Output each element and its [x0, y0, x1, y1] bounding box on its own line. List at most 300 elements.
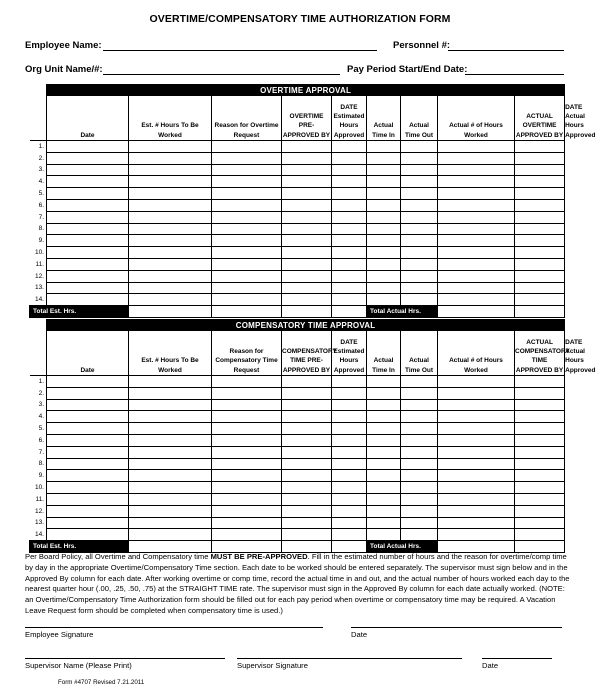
- table-cell[interactable]: [367, 199, 401, 211]
- table-cell[interactable]: [332, 434, 367, 446]
- table-cell[interactable]: [282, 458, 332, 470]
- table-cell[interactable]: [367, 247, 401, 259]
- table-cell[interactable]: [438, 434, 515, 446]
- table-cell[interactable]: [282, 141, 332, 153]
- table-cell[interactable]: [515, 199, 565, 211]
- table-cell[interactable]: [367, 164, 401, 176]
- table-cell[interactable]: [47, 458, 129, 470]
- table-cell[interactable]: [212, 482, 282, 494]
- table-cell[interactable]: [282, 446, 332, 458]
- table-cell[interactable]: [282, 434, 332, 446]
- table-cell[interactable]: [129, 387, 212, 399]
- table-cell[interactable]: [47, 247, 129, 259]
- table-cell[interactable]: [515, 211, 565, 223]
- table-cell[interactable]: [438, 270, 515, 282]
- table-cell[interactable]: [332, 223, 367, 235]
- supervisor-date-label: Date: [482, 661, 499, 670]
- table-cell[interactable]: [47, 517, 129, 529]
- overtime-col-header: Date: [47, 96, 129, 141]
- table-cell[interactable]: [438, 458, 515, 470]
- total-cell[interactable]: [282, 541, 332, 553]
- total-cell[interactable]: [282, 306, 332, 318]
- table-cell[interactable]: [47, 411, 129, 423]
- table-row: [30, 458, 565, 470]
- table-cell[interactable]: [129, 294, 212, 306]
- table-cell[interactable]: [47, 235, 129, 247]
- table-cell[interactable]: [332, 411, 367, 423]
- table-cell[interactable]: [129, 434, 212, 446]
- table-cell[interactable]: [129, 517, 212, 529]
- table-cell[interactable]: [47, 258, 129, 270]
- table-cell[interactable]: [212, 247, 282, 259]
- table-cell[interactable]: [332, 493, 367, 505]
- table-cell[interactable]: [282, 211, 332, 223]
- overtime-approval-table: OVERTIME APPROVAL Date Est. # Hours To Be Worked Reason for Overtime Request OVERTIME PRE-APPROVED BY DATE Estimated Hours Approved Actual Time In Actual Time Out Actual # of Hours Worked ACTUAL OVERTIME APPROVED BY DATE Actual Hours Approved 1. 2. 3. 4. 5. 6. 7. 8. 9. 10. 11. 12. 13. 14. Total Est. Hrs. Total Actual Hrs.: [29, 84, 565, 318]
- table-cell[interactable]: [438, 282, 515, 294]
- table-cell[interactable]: [401, 211, 438, 223]
- table-cell[interactable]: [212, 176, 282, 188]
- table-cell[interactable]: [367, 505, 401, 517]
- table-cell[interactable]: [212, 188, 282, 200]
- table-cell[interactable]: [367, 376, 401, 388]
- table-cell[interactable]: [212, 294, 282, 306]
- table-cell[interactable]: [129, 458, 212, 470]
- table-row: [30, 211, 565, 223]
- row-number: 2.: [30, 152, 47, 164]
- table-cell[interactable]: [282, 164, 332, 176]
- table-cell[interactable]: [129, 282, 212, 294]
- table-cell[interactable]: [515, 294, 565, 306]
- employee-name-field[interactable]: [103, 50, 377, 51]
- table-cell[interactable]: [515, 493, 565, 505]
- table-cell[interactable]: [47, 282, 129, 294]
- table-cell[interactable]: [401, 188, 438, 200]
- table-cell[interactable]: [212, 505, 282, 517]
- table-cell[interactable]: [129, 270, 212, 282]
- table-cell[interactable]: [332, 152, 367, 164]
- table-cell[interactable]: [438, 235, 515, 247]
- table-cell[interactable]: [332, 282, 367, 294]
- table-cell[interactable]: [438, 164, 515, 176]
- table-cell[interactable]: [438, 399, 515, 411]
- table-cell[interactable]: [367, 188, 401, 200]
- table-cell[interactable]: [129, 493, 212, 505]
- table-cell[interactable]: [332, 199, 367, 211]
- table-cell[interactable]: [438, 141, 515, 153]
- table-cell[interactable]: [438, 376, 515, 388]
- table-cell[interactable]: [367, 399, 401, 411]
- form-title: OVERTIME/COMPENSATORY TIME AUTHORIZATION FORM: [149, 13, 451, 25]
- table-cell[interactable]: [47, 387, 129, 399]
- table-cell[interactable]: [129, 176, 212, 188]
- table-cell[interactable]: [515, 387, 565, 399]
- table-cell[interactable]: [129, 211, 212, 223]
- total-cell[interactable]: [515, 541, 565, 553]
- table-cell[interactable]: [129, 470, 212, 482]
- table-cell[interactable]: [129, 141, 212, 153]
- table-cell[interactable]: [367, 152, 401, 164]
- table-cell[interactable]: [515, 434, 565, 446]
- row-number: 5.: [30, 423, 47, 435]
- total-cell[interactable]: [129, 306, 212, 318]
- table-cell[interactable]: [367, 387, 401, 399]
- table-cell[interactable]: [367, 446, 401, 458]
- table-cell[interactable]: [282, 176, 332, 188]
- table-cell[interactable]: [438, 211, 515, 223]
- table-cell[interactable]: [515, 517, 565, 529]
- table-cell[interactable]: [332, 505, 367, 517]
- table-cell[interactable]: [367, 282, 401, 294]
- table-cell[interactable]: [367, 223, 401, 235]
- comp-col-header: COMPENSATORY TIME PRE-APPROVED BY: [282, 331, 332, 376]
- total-cell[interactable]: [212, 306, 282, 318]
- table-cell[interactable]: [515, 176, 565, 188]
- overtime-col-header: Actual # of Hours Worked: [438, 96, 515, 141]
- table-cell[interactable]: [401, 258, 438, 270]
- table-cell[interactable]: [129, 188, 212, 200]
- table-cell[interactable]: [367, 470, 401, 482]
- personnel-field[interactable]: [448, 50, 564, 51]
- table-cell[interactable]: [129, 152, 212, 164]
- table-cell[interactable]: [47, 188, 129, 200]
- table-cell[interactable]: [282, 529, 332, 541]
- table-cell[interactable]: [401, 399, 438, 411]
- table-cell[interactable]: [401, 294, 438, 306]
- table-cell[interactable]: [401, 446, 438, 458]
- table-cell[interactable]: [129, 529, 212, 541]
- table-cell[interactable]: [367, 141, 401, 153]
- table-cell[interactable]: [47, 376, 129, 388]
- table-cell[interactable]: [332, 211, 367, 223]
- table-cell[interactable]: [438, 188, 515, 200]
- table-cell[interactable]: [332, 446, 367, 458]
- table-cell[interactable]: [401, 411, 438, 423]
- row-number: 13.: [30, 517, 47, 529]
- table-cell[interactable]: [47, 176, 129, 188]
- table-cell[interactable]: [282, 517, 332, 529]
- table-cell[interactable]: [401, 223, 438, 235]
- table-cell[interactable]: [212, 517, 282, 529]
- table-cell[interactable]: [332, 258, 367, 270]
- table-cell[interactable]: [129, 482, 212, 494]
- table-cell[interactable]: [212, 529, 282, 541]
- table-cell[interactable]: [401, 164, 438, 176]
- table-cell[interactable]: [438, 470, 515, 482]
- total-cell[interactable]: [515, 306, 565, 318]
- table-cell[interactable]: [47, 270, 129, 282]
- table-cell[interactable]: [438, 387, 515, 399]
- table-cell[interactable]: [282, 258, 332, 270]
- table-cell[interactable]: [515, 270, 565, 282]
- table-cell[interactable]: [515, 529, 565, 541]
- table-cell[interactable]: [515, 411, 565, 423]
- table-cell[interactable]: [282, 411, 332, 423]
- table-cell[interactable]: [515, 482, 565, 494]
- table-cell[interactable]: [438, 294, 515, 306]
- table-cell[interactable]: [129, 235, 212, 247]
- total-cell[interactable]: [332, 541, 367, 553]
- table-cell[interactable]: [438, 247, 515, 259]
- table-cell[interactable]: [438, 199, 515, 211]
- table-cell[interactable]: [401, 482, 438, 494]
- table-cell[interactable]: [515, 505, 565, 517]
- table-cell[interactable]: [47, 294, 129, 306]
- table-cell[interactable]: [129, 258, 212, 270]
- table-cell[interactable]: [332, 376, 367, 388]
- table-cell[interactable]: [332, 164, 367, 176]
- table-cell[interactable]: [401, 282, 438, 294]
- table-cell[interactable]: [332, 399, 367, 411]
- table-cell[interactable]: [367, 270, 401, 282]
- table-cell[interactable]: [282, 470, 332, 482]
- row-number: 4.: [30, 411, 47, 423]
- table-cell[interactable]: [212, 164, 282, 176]
- table-cell[interactable]: [332, 141, 367, 153]
- table-cell[interactable]: [212, 446, 282, 458]
- table-cell[interactable]: [129, 199, 212, 211]
- table-cell[interactable]: [212, 223, 282, 235]
- org-unit-field[interactable]: [103, 74, 340, 75]
- total-cell[interactable]: [438, 306, 515, 318]
- table-cell[interactable]: [438, 505, 515, 517]
- table-cell[interactable]: [367, 294, 401, 306]
- table-cell[interactable]: [212, 235, 282, 247]
- table-cell[interactable]: [401, 199, 438, 211]
- supervisor-name-label: Supervisor Name (Please Print): [25, 661, 132, 670]
- table-cell[interactable]: [212, 270, 282, 282]
- table-cell[interactable]: [332, 529, 367, 541]
- row-number: 7.: [30, 446, 47, 458]
- table-cell[interactable]: [47, 152, 129, 164]
- table-cell[interactable]: [515, 223, 565, 235]
- table-cell[interactable]: [367, 235, 401, 247]
- table-cell[interactable]: [129, 223, 212, 235]
- table-cell[interactable]: [282, 399, 332, 411]
- table-cell[interactable]: [401, 434, 438, 446]
- table-cell[interactable]: [332, 387, 367, 399]
- employee-date-line[interactable]: [351, 627, 562, 628]
- table-cell[interactable]: [47, 164, 129, 176]
- table-cell[interactable]: [282, 482, 332, 494]
- table-cell[interactable]: [367, 434, 401, 446]
- table-cell[interactable]: [515, 458, 565, 470]
- table-cell[interactable]: [282, 188, 332, 200]
- table-cell[interactable]: [212, 423, 282, 435]
- table-cell[interactable]: [212, 141, 282, 153]
- table-cell[interactable]: [515, 188, 565, 200]
- table-cell[interactable]: [515, 235, 565, 247]
- table-cell[interactable]: [438, 517, 515, 529]
- total-cell[interactable]: [212, 541, 282, 553]
- table-cell[interactable]: [332, 247, 367, 259]
- table-cell[interactable]: [438, 423, 515, 435]
- table-cell[interactable]: [282, 199, 332, 211]
- table-cell[interactable]: [212, 493, 282, 505]
- table-cell[interactable]: [367, 529, 401, 541]
- table-cell[interactable]: [515, 152, 565, 164]
- table-cell[interactable]: [515, 446, 565, 458]
- table-cell[interactable]: [401, 152, 438, 164]
- table-cell[interactable]: [438, 176, 515, 188]
- table-cell[interactable]: [367, 423, 401, 435]
- table-cell[interactable]: [212, 376, 282, 388]
- table-cell[interactable]: [332, 423, 367, 435]
- table-cell[interactable]: [47, 434, 129, 446]
- table-cell[interactable]: [47, 446, 129, 458]
- table-cell[interactable]: [401, 176, 438, 188]
- table-cell[interactable]: [367, 493, 401, 505]
- table-cell[interactable]: [332, 517, 367, 529]
- supervisor-date-line[interactable]: [482, 658, 552, 659]
- table-cell[interactable]: [438, 411, 515, 423]
- table-cell[interactable]: [282, 270, 332, 282]
- table-cell[interactable]: [212, 258, 282, 270]
- table-cell[interactable]: [282, 152, 332, 164]
- table-cell[interactable]: [438, 493, 515, 505]
- pay-period-field[interactable]: [465, 74, 564, 75]
- table-cell[interactable]: [401, 376, 438, 388]
- table-row: [30, 493, 565, 505]
- table-cell[interactable]: [515, 141, 565, 153]
- table-cell[interactable]: [212, 434, 282, 446]
- table-cell[interactable]: [47, 482, 129, 494]
- total-cell[interactable]: [438, 541, 515, 553]
- table-cell[interactable]: [212, 458, 282, 470]
- table-cell[interactable]: [212, 399, 282, 411]
- total-cell[interactable]: [332, 306, 367, 318]
- table-cell[interactable]: [129, 411, 212, 423]
- comp-col-header: Actual # of Hours Worked: [438, 331, 515, 376]
- table-cell[interactable]: [129, 505, 212, 517]
- table-cell[interactable]: [129, 247, 212, 259]
- table-cell[interactable]: [438, 482, 515, 494]
- table-cell[interactable]: [401, 141, 438, 153]
- table-cell[interactable]: [212, 470, 282, 482]
- table-cell[interactable]: [47, 199, 129, 211]
- table-cell[interactable]: [401, 517, 438, 529]
- table-cell[interactable]: [212, 387, 282, 399]
- table-row: [30, 282, 565, 294]
- table-cell[interactable]: [282, 505, 332, 517]
- table-cell[interactable]: [401, 505, 438, 517]
- table-cell[interactable]: [332, 235, 367, 247]
- table-cell[interactable]: [515, 399, 565, 411]
- table-cell[interactable]: [129, 399, 212, 411]
- table-cell[interactable]: [401, 387, 438, 399]
- table-cell[interactable]: [332, 270, 367, 282]
- table-row: [30, 446, 565, 458]
- table-cell[interactable]: [47, 141, 129, 153]
- table-cell[interactable]: [47, 223, 129, 235]
- table-cell[interactable]: [367, 211, 401, 223]
- table-cell[interactable]: [129, 164, 212, 176]
- policy-emphasis: MUST BE PRE-APPROVED: [210, 552, 308, 561]
- table-cell[interactable]: [47, 470, 129, 482]
- employee-signature-label: Employee Signature: [25, 630, 94, 639]
- table-cell[interactable]: [212, 199, 282, 211]
- table-cell[interactable]: [367, 482, 401, 494]
- table-cell[interactable]: [282, 387, 332, 399]
- total-cell[interactable]: [129, 541, 212, 553]
- supervisor-signature-line[interactable]: [237, 658, 462, 659]
- table-cell[interactable]: [401, 458, 438, 470]
- table-cell[interactable]: [438, 446, 515, 458]
- table-cell[interactable]: [282, 376, 332, 388]
- table-row: [30, 399, 565, 411]
- table-cell[interactable]: [282, 282, 332, 294]
- table-cell[interactable]: [212, 282, 282, 294]
- table-cell[interactable]: [47, 493, 129, 505]
- table-cell[interactable]: [282, 423, 332, 435]
- table-cell[interactable]: [47, 505, 129, 517]
- table-cell[interactable]: [47, 399, 129, 411]
- table-cell[interactable]: [332, 294, 367, 306]
- table-cell[interactable]: [367, 258, 401, 270]
- table-cell[interactable]: [515, 470, 565, 482]
- table-cell[interactable]: [401, 235, 438, 247]
- table-cell[interactable]: [401, 247, 438, 259]
- table-cell[interactable]: [367, 458, 401, 470]
- total-est-hours-label: Total Est. Hrs.: [30, 306, 129, 318]
- table-cell[interactable]: [367, 176, 401, 188]
- table-cell[interactable]: [282, 294, 332, 306]
- table-cell[interactable]: [129, 446, 212, 458]
- table-cell[interactable]: [47, 211, 129, 223]
- table-cell[interactable]: [438, 258, 515, 270]
- table-cell[interactable]: [367, 411, 401, 423]
- table-row: [30, 247, 565, 259]
- table-cell[interactable]: [332, 188, 367, 200]
- table-cell[interactable]: [401, 470, 438, 482]
- row-number: 3.: [30, 399, 47, 411]
- table-cell[interactable]: [401, 529, 438, 541]
- table-cell[interactable]: [282, 247, 332, 259]
- table-cell[interactable]: [282, 223, 332, 235]
- supervisor-name-line[interactable]: [25, 658, 225, 659]
- table-cell[interactable]: [367, 517, 401, 529]
- row-number: 1.: [30, 376, 47, 388]
- table-cell[interactable]: [47, 423, 129, 435]
- table-cell[interactable]: [47, 529, 129, 541]
- table-cell[interactable]: [515, 258, 565, 270]
- table-cell[interactable]: [438, 529, 515, 541]
- table-cell[interactable]: [515, 164, 565, 176]
- table-cell[interactable]: [129, 376, 212, 388]
- table-cell[interactable]: [401, 270, 438, 282]
- table-cell[interactable]: [332, 470, 367, 482]
- overtime-col-header: Est. # Hours To Be Worked: [129, 96, 212, 141]
- table-cell[interactable]: [282, 235, 332, 247]
- table-cell[interactable]: [438, 223, 515, 235]
- table-cell[interactable]: [438, 152, 515, 164]
- table-cell[interactable]: [515, 376, 565, 388]
- table-cell[interactable]: [282, 493, 332, 505]
- table-cell[interactable]: [212, 152, 282, 164]
- table-cell[interactable]: [129, 423, 212, 435]
- table-cell[interactable]: [332, 176, 367, 188]
- table-cell[interactable]: [332, 482, 367, 494]
- table-cell[interactable]: [401, 423, 438, 435]
- table-cell[interactable]: [515, 247, 565, 259]
- table-cell[interactable]: [332, 458, 367, 470]
- employee-signature-line[interactable]: [25, 627, 323, 628]
- table-cell[interactable]: [212, 411, 282, 423]
- table-cell[interactable]: [401, 493, 438, 505]
- overtime-col-header: ACTUAL OVERTIME APPROVED BY: [515, 96, 565, 141]
- table-cell[interactable]: [515, 423, 565, 435]
- table-cell[interactable]: [515, 282, 565, 294]
- table-cell[interactable]: [212, 211, 282, 223]
